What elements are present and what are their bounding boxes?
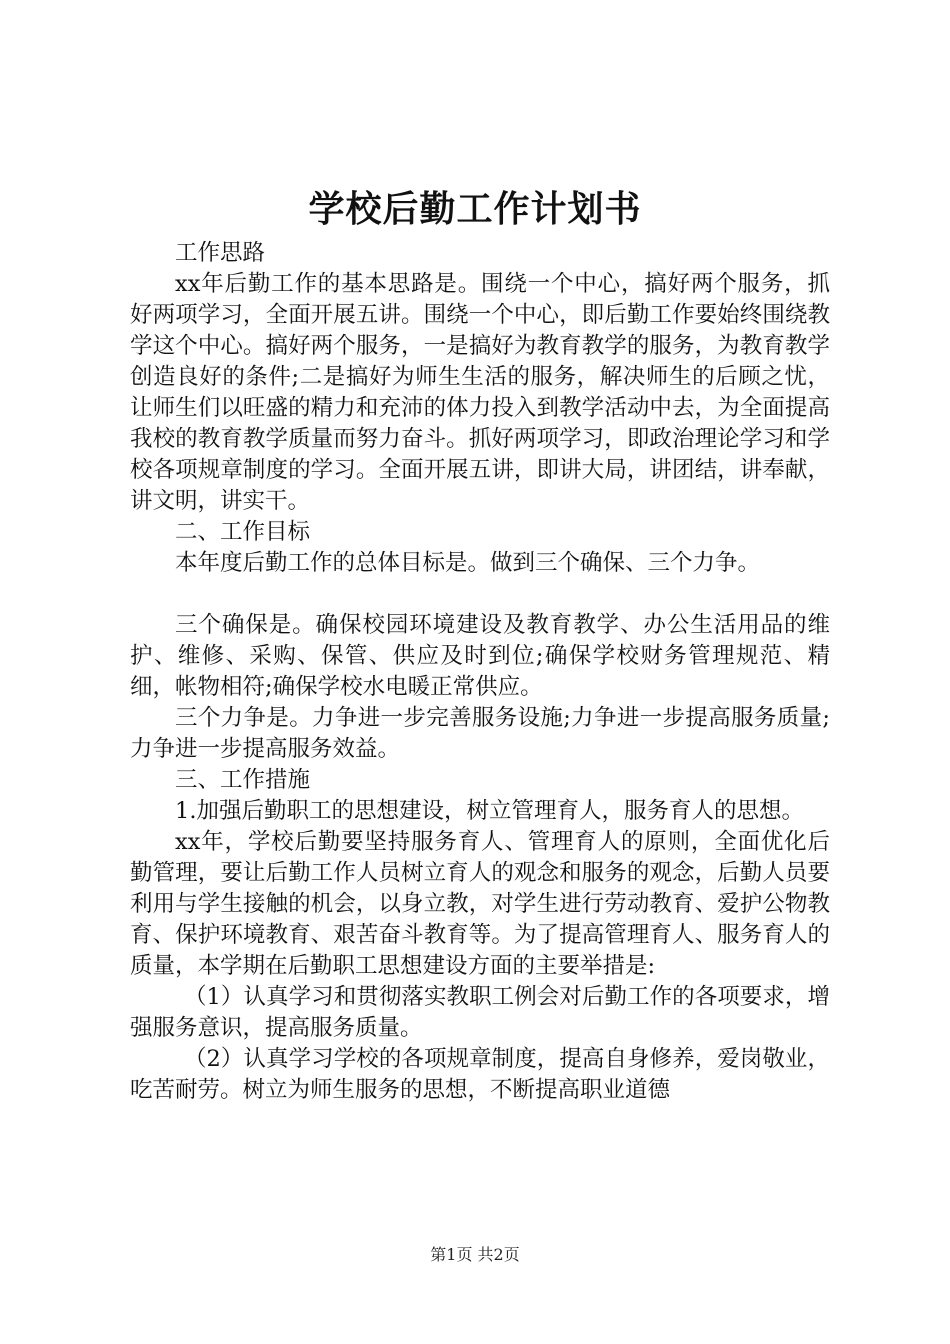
document-title: 学校后勤工作计划书 [308,189,642,230]
section-heading-work-measures: 三、工作措施 [175,767,311,793]
section-heading-work-goals: 二、工作目标 [175,519,311,545]
paragraph-three-ensures: 三个确保是。确保校园环境建设及教育教学、办公生活用品的维护、维修、采购、保管、供应及时到位;确保学校财务管理规范、精细，帐物相符;确保学校水电暖正常供应。 [130,612,830,700]
paragraph-three-strives: 三个力争是。力争进一步完善服务设施;力争进一步提高服务质量;力争进一步提高服务效益。 [130,705,830,762]
paragraph-overall-goal: 本年度后勤工作的总体目标是。做到三个确保、三个力争。 [175,550,761,576]
section-heading-work-approach: 工作思路 [175,240,266,266]
paragraph-basic-approach: xx年后勤工作的基本思路是。围绕一个中心，搞好两个服务，抓好两项学习，全面开展五讲。围绕一个中心，即后勤工作要始终围绕教学这个中心。搞好两个服务，一是搞好为教育教学的服务，为教育教学创造良好的条件;二是搞好为师生生活的服务，解决师生的后顾之忧，让师生们以旺盛的精力和充沛的体力投入到教学活动中去，为全面提高我校的教育教学质量而努力奋斗。抓好两项学习，即政治理论学习和学校各项规章制度的学习。全面开展五讲，即讲大局，讲团结，讲奉献，讲文明，讲实干。 [130,271,830,514]
list-item-1: （1）认真学习和贯彻落实教职工例会对后勤工作的各项要求，增强服务意识，提高服务质量。 [130,984,830,1041]
list-item-2: （2）认真学习学校的各项规章制度，提高自身修养，爱岗敬业，吃苦耐劳。树立为师生服务的思想，不断提高职业道德 [130,1046,830,1103]
paragraph-service-education: xx年，学校后勤要坚持服务育人、管理育人的原则，全面优化后勤管理，要让后勤工作人员树立育人的观念和服务的观念，后勤人员要利用与学生接触的机会，以身立教，对学生进行劳动教育、爱护公物教育、保护环境教育、艰苦奋斗教育等。为了提高管理育人、服务育人的质量，本学期在后勤职工思想建设方面的主要举措是: [130,829,830,979]
page-number-footer: 第1页 共2页 [430,1245,520,1264]
paragraph-measure-1: 1.加强后勤职工的思想建设，树立管理育人，服务育人的思想。 [175,798,804,824]
document-body [130,238,830,1106]
